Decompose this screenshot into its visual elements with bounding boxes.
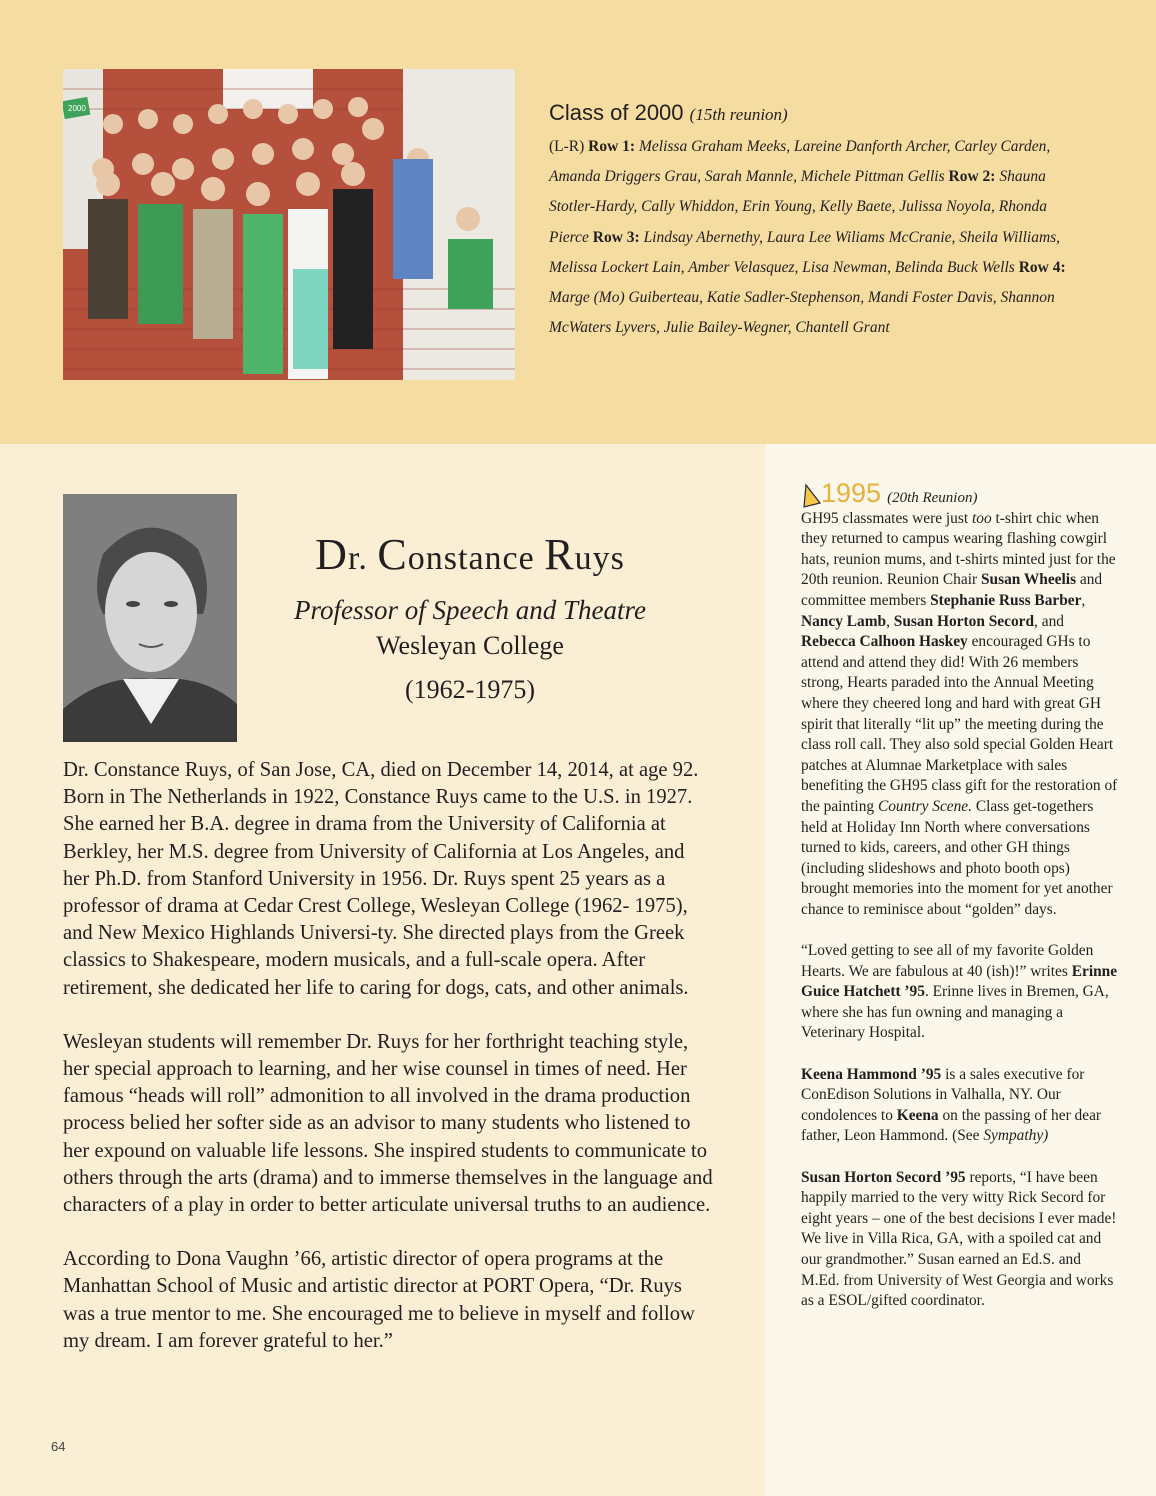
name-part-3: uys [574,540,625,577]
obituary-body [63,757,713,1382]
obituary-paragraph: Wesleyan students will remember Dr. Ruys for her forthright teaching style, her special approach to learning, and her wise counsel in times of need. Her famous “heads will roll” admonition to all involved in the drama production process belied her softer side as an advisor to many students who listened to her expound on valuable life lessons. She inspired students to communicate to others through the arts (drama) and to immerse themselves in the language and characters of a play in order to better articulate universal truths to an audience. [63,1030,713,1217]
note-text: , [1081,591,1086,609]
class-notes-heading [801,478,1121,509]
class-notes-1995 [801,478,1121,1332]
name-part-2: onstance [407,540,545,577]
note-text: Class get-togethers held at Holiday Inn North where conversations turned to kids, careers, and other GH things (including slideshows and photo booth ops) brought memories into the moment for yet another chance to reminisce about “golden” days. [801,797,1113,918]
row1-label: Row 1: [588,138,636,155]
page-number: 64 [51,1439,66,1454]
name-initial-r: R [544,530,575,579]
row3-label: Row 3: [592,228,640,246]
obituary-years: (1962-1975) [405,675,535,704]
row4-label: Row 4: [1018,258,1066,276]
note-emphasis: too [971,509,992,527]
name-part-1: r. [347,540,378,577]
note-painting-title: Country Scene. [877,797,972,815]
photo-sign: 2000 [68,104,86,113]
constance-ruys-portrait [63,494,237,742]
obituary-name [240,530,700,584]
note-person-name: Susan Horton Secord [893,612,1035,630]
row3-names: Lindsay Abernethy, Laura Lee Wiliams McCranie, Sheila Williams, Melissa Lockert Lain, Amber Velasquez, Lisa Newman, Belinda Buck Wells [549,228,1061,276]
note-text: , [886,612,894,630]
note-person-name: Erinne Guice Hatchett ’95 [801,962,1118,1001]
note-text: reports, “I have been happily married to the very witty Rick Secord for eight years – one of the best decisions I ever made! We live in Villa Rica, GA, with a spoiled cat and our grandmother.” Susan earned an Ed.S. and M.Ed. from University of West Georgia and works as a ESOL/gifted coordinator. [801,1168,1117,1310]
row2-label: Row 2: [948,168,996,186]
note-person-name: Susan Wheelis [980,571,1077,589]
row2-names: Shauna Stotler-Hardy, Cally Whiddon, Erin Young, Kelly Baete, Julissa Noyola, Rhonda Pierce [549,168,1047,246]
note-text: GH95 classmates were just [801,509,972,527]
class-title-text: Class of 2000 [549,100,684,125]
note-person-name: Stephanie Russ Barber [930,591,1082,609]
name-initial-c: C [377,530,408,579]
note-text: t-shirt chic when they returned to campus wearing flashing cowgirl hats, reunion mums, and t-shirts minted just for the 20th reunion. Reunion Chair [801,509,1116,589]
obituary-paragraph: According to Dona Vaughn ’66, artistic director of opera programs at the Manhattan School of Music and artistic director at PORT Opera, “Dr. Ruys was a true mentor to me. She encouraged me to believe in myself and follow my dream. I am forever grateful to her.” [63,1248,695,1352]
class-year: 1995 [821,478,882,508]
note-text: is a sales executive for ConEdison Solutions in Valhalla, NY. Our condolences to [801,1065,1085,1124]
pennant-flag-icon [801,481,821,509]
class-note-paragraph [801,941,1121,1044]
class-2000-section [0,0,1156,444]
class-note-paragraph [801,509,1121,921]
row4-names: Marge (Mo) Guiberteau, Katie Sadler-Stephenson, Mandi Foster Davis, Shannon McWaters Lyvers, Julie Bailey-Wegner, Chantell Grant [549,289,1055,337]
row1-names: Melissa Graham Meeks, Lareine Danforth Archer, Carley Carden, Amanda Driggers Grau, Sarah Mannle, Michele Pittman Gellis [549,138,1051,186]
class-subtitle: (15th reunion) [689,105,788,124]
class-note-paragraph [801,1168,1121,1312]
note-person-name: Nancy Lamb [801,612,887,630]
class-note-paragraph [801,1065,1121,1147]
class-2000-group-photo [63,69,515,380]
note-text: , and [1034,612,1064,630]
obituary-school: Wesleyan College [376,631,564,660]
obituary-paragraph: Dr. Constance Ruys, of San Jose, CA, died on December 14, 2014, at age 92. Born in The Netherlands in 1922, Constance Ruys came to the U.S. in 1927. She earned her B.A. degree in drama from the University of California at Berkley, her M.S. degree from University of California at Los Angeles, and her Ph.D. from Stanford University in 1956. Dr. Ruys spent 25 years as a professor of drama at Cedar Crest College, Wesleyan College (1962- 1975), and New Mexico Highlands Universi-ty. She directed plays from the Greek classics to Shakespeare, modern musicals, and a full-scale opera. After retirement, she dedicated her life to caring for dogs, cats, and other animals. [63,759,699,999]
class-names-list [549,132,1089,343]
class-title [549,100,1089,126]
note-person-name: Susan Horton Secord ’95 [801,1168,966,1186]
note-person-name: Keena Hammond ’95 [801,1065,942,1083]
note-text: “Loved getting to see all of my favorite Golden Hearts. We are fabulous at 40 (ish)!” writes [801,942,1094,980]
name-initial-d: D [315,530,348,579]
note-person-name: Keena [896,1106,939,1124]
note-text: and committee members [801,571,1103,609]
note-emphasis: Sympathy) [983,1127,1049,1145]
note-text: . Erinne lives in Bremen, GA, where she has fun owning and managing a Veterinary Hospital. [801,983,1109,1042]
note-text: encouraged GHs to attend and attend they did! With 26 members strong, Hearts paraded into the Annual Meeting where they cheered long and hard with great GH spirit that literally “lit up” the meeting during the class roll call. They also sold special Golden Heart patches at Alumnae Marketplace with sales benefiting the GH95 class gift for the restoration of the painting [801,633,1118,815]
obituary-role: Professor of Speech and Theatre [294,595,646,625]
obituary-heading [240,530,700,706]
class-2000-caption [549,100,1089,343]
names-prefix: (L-R) [549,138,585,155]
note-person-name: Rebecca Calhoon Haskey [801,633,968,651]
note-text: on the passing of her dear father, Leon Hammond. (See [801,1106,1102,1145]
class-reunion-label: (20th Reunion) [887,490,978,506]
